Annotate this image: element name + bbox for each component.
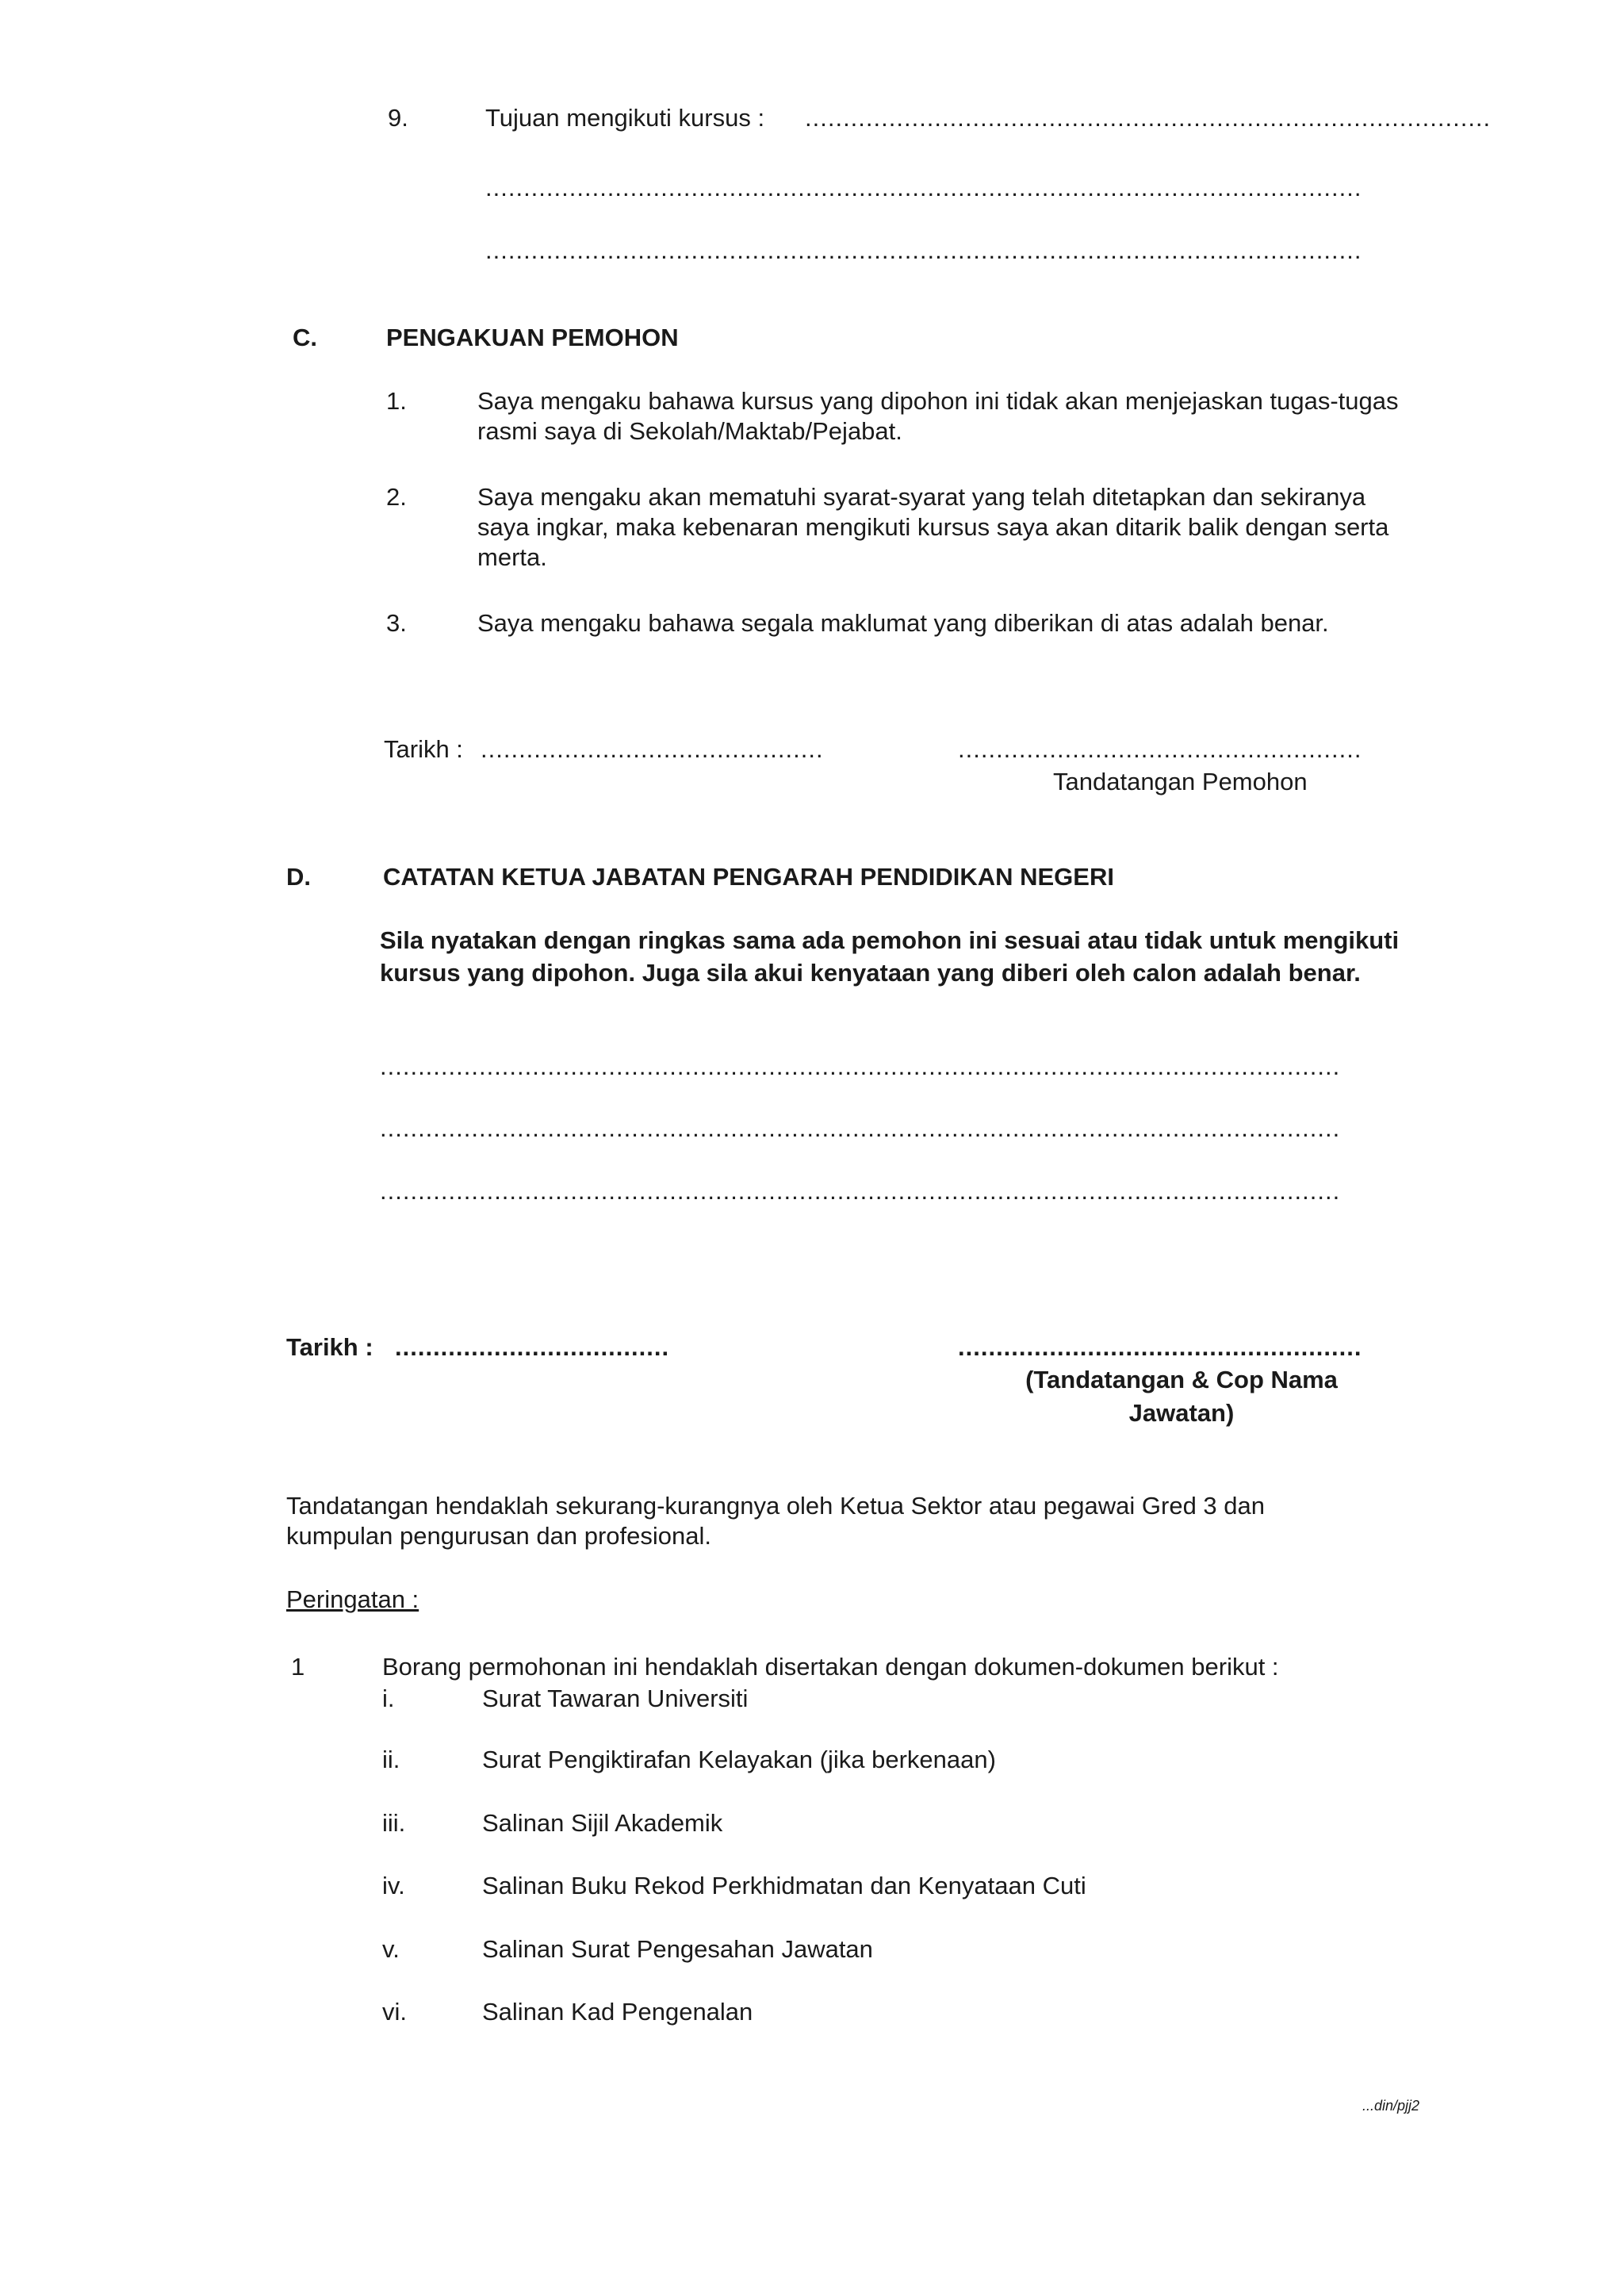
section-c-title: PENGAKUAN PEMOHON [386,324,679,351]
footer-reference: ...din/pjj2 [1362,2098,1420,2114]
document-item-4-text: Salinan Buku Rekod Perkhidmatan dan Kenyataan Cuti [482,1872,1086,1899]
section-d-remarks-line-2[interactable]: .............................................................................................................................. [380,1114,1341,1142]
section-c-item-3-number: 3. [386,609,407,637]
section-d-date-field[interactable]: .................................... [395,1333,670,1361]
q9-label: Tujuan mengikuti kursus : [485,104,765,132]
section-c-item-2-number: 2. [386,483,407,511]
document-item-1-number: i. [382,1685,395,1712]
q9-answer-line-2[interactable]: ................................................................................................................... [485,174,1362,201]
q9-answer-line-1[interactable]: .......................................................................................... [805,104,1492,132]
document-item-2-text: Surat Pengiktirafan Kelayakan (jika berkenaan) [482,1746,996,1773]
document-item-6-text: Salinan Kad Pengenalan [482,1998,753,2026]
section-c-item-3-text: Saya mengaku bahawa segala maklumat yang diberikan di atas adalah benar. [477,609,1329,637]
section-c-date-field[interactable]: ............................................. [481,735,824,763]
section-c-signature-label: Tandatangan Pemohon [1053,768,1308,795]
document-item-1-text: Surat Tawaran Universiti [482,1685,749,1712]
section-d-instruction: Sila nyatakan dengan ringkas sama ada pemohon ini sesuai atau tidak untuk mengikuti kursus yang dipohon. Juga sila akui kenyataan yang diberi oleh calon adalah benar. [380,926,1400,987]
document-item-6-number: vi. [382,1998,407,2026]
warning-intro: Borang permohonan ini hendaklah disertakan dengan dokumen-dokumen berikut : [382,1653,1279,1681]
warning-item-number: 1 [291,1653,305,1681]
section-d-date-label: Tarikh : [286,1333,373,1361]
section-d-signature-field[interactable]: ..................................................... [958,1333,1362,1361]
q9-number: 9. [388,104,408,132]
signature-note: Tandatangan hendaklah sekurang-kurangnya oleh Ketua Sektor atau pegawai Gred 3 dan kumpulan pengurusan dan profesional. [286,1492,1266,1550]
section-d-letter: D. [286,863,311,891]
section-c-letter: C. [293,324,317,351]
section-c-date-label: Tarikh : [384,735,463,763]
document-item-5-number: v. [382,1935,400,1963]
section-c-signature-field[interactable]: ..................................................... [958,735,1362,763]
section-c-item-2-text: Saya mengaku akan mematuhi syarat-syarat yang telah ditetapkan dan sekiranya saya ingkar, maka kebenaran mengikuti kursus saya akan ditarik balik dengan serta merta. [477,483,1389,571]
document-item-3-text: Salinan Sijil Akademik [482,1809,723,1837]
section-d-title: CATATAN KETUA JABATAN PENGARAH PENDIDIKAN NEGERI [383,863,1114,891]
document-item-4-number: iv. [382,1872,405,1899]
document-item-5-text: Salinan Surat Pengesahan Jawatan [482,1935,873,1963]
section-c-item-1-text: Saya mengaku bahawa kursus yang dipohon ini tidak akan menjejaskan tugas-tugas rasmi saya di Sekolah/Maktab/Pejabat. [477,387,1399,445]
section-c-item-1-number: 1. [386,387,407,415]
q9-answer-line-3[interactable]: ................................................................................................................... [485,236,1362,264]
section-d-signature-label-line-1: (Tandatangan & Cop Nama [1025,1366,1338,1393]
document-item-3-number: iii. [382,1809,406,1837]
warning-title: Peringatan : [286,1585,419,1613]
section-d-remarks-line-1[interactable]: .............................................................................................................................. [380,1052,1341,1080]
section-d-signature-label-line-2: Jawatan) [1128,1399,1235,1427]
section-d-remarks-line-3[interactable]: .............................................................................................................................. [380,1177,1341,1205]
document-item-2-number: ii. [382,1746,400,1773]
